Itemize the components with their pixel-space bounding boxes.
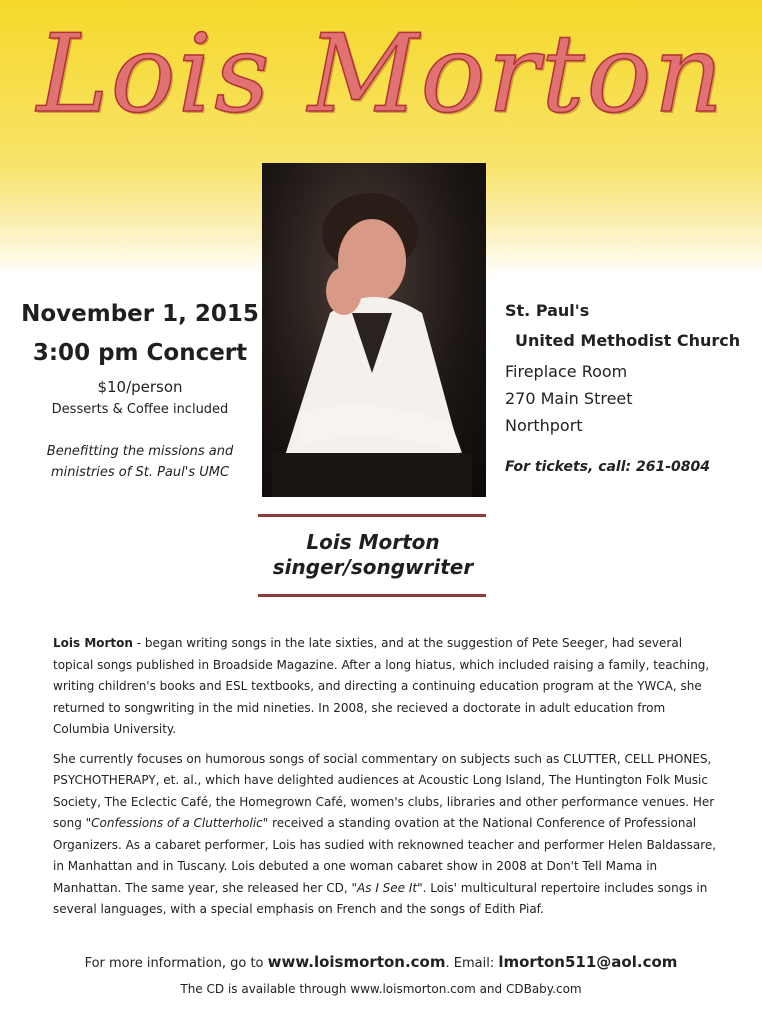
- bio-p2-text-a: She currently focuses on humorous songs of social commentary on subjects such as CLUTTER, CELL PHONES, PSYCHOTHERAPY, et. al., which have delighted audiences at Acoustic Long Island, The Huntington Folk Music Society, The Eclectic Café, the Homegrown Café, women's clubs, libraries and other performance venues. Her song: [53, 751, 715, 830]
- portrait-illustration: [262, 163, 486, 497]
- bio-lead-name: Lois Morton: [53, 636, 133, 650]
- page-title: Lois Morton: [36, 12, 726, 137]
- performer-role: singer/songwriter: [272, 555, 474, 579]
- cd-availability: The CD is available through www.loismorton.com and CDBaby.com: [180, 982, 582, 996]
- event-price: $10/person: [97, 378, 183, 396]
- venue-street: 270 Main Street: [505, 389, 633, 408]
- bio-p2-text-c: . Lois' multicultural repertoire includes songs in several languages, with a special emphasis on French and the songs of Edith Piaf.: [53, 880, 708, 916]
- bio-cd-title: "As I See It": [351, 880, 423, 895]
- performer-photo: [262, 163, 486, 497]
- email-prefix: . Email:: [445, 956, 499, 971]
- event-time: 3:00 pm Concert: [32, 340, 248, 366]
- biography: [53, 633, 725, 921]
- ticket-phone: For tickets, call: 261-0804: [505, 459, 711, 475]
- church-name-line-1: St. Paul's: [505, 301, 590, 320]
- benefit-line-1: Benefitting the missions and: [46, 444, 234, 459]
- bio-paragraph-2: [53, 749, 725, 921]
- website-link[interactable]: www.loismorton.com: [267, 953, 446, 971]
- event-benefit: [20, 441, 260, 483]
- event-refreshments: Desserts & Coffee included: [51, 402, 229, 417]
- bio-paragraph-1: [53, 633, 725, 741]
- performer-name: Lois Morton: [306, 530, 440, 554]
- venue-details: [505, 300, 755, 475]
- venue-room: Fireplace Room: [505, 362, 628, 381]
- church-name-line-2: United Methodist Church: [515, 331, 741, 350]
- event-details: [20, 300, 260, 483]
- email-link[interactable]: lmorton511@aol.com: [498, 953, 678, 971]
- bio-p2-text-b: received a standing ovation at the National Conference of Professional Organizers. As a cabaret performer, Lois has sudied with reknowned teacher and performer Helen Baldassare, in Manhattan and in Tuscany. Lois debuted a one woman cabaret show in 2008 at Don't Tell Mama in Manhattan. The same year, she released her CD,: [53, 816, 717, 895]
- contact-prefix: For more information, go to: [84, 956, 268, 971]
- divider-top: [258, 514, 486, 517]
- benefit-line-2: ministries of St. Paul's UMC: [50, 465, 230, 480]
- event-date: November 1, 2015: [21, 301, 259, 327]
- bio-p1-text: - began writing songs in the late sixties, and at the suggestion of Pete Seeger, had several topical songs published in Broadside Magazine. After a long hiatus, which included raising a family, teaching, writing children's books and ESL textbooks, and directing a continuing education program at the YWCA, she returned to songwriting in the mid nineties. In 2008, she recieved a doctorate in adult education from Columbia University.: [53, 636, 710, 736]
- performer-subtitle: [238, 530, 508, 580]
- divider-bottom: [258, 594, 486, 597]
- venue-town: Northport: [505, 416, 583, 435]
- contact-line: [0, 953, 762, 971]
- bio-song-title: "Confessions of a Clutterholic": [85, 816, 269, 830]
- venue-address: [505, 358, 755, 439]
